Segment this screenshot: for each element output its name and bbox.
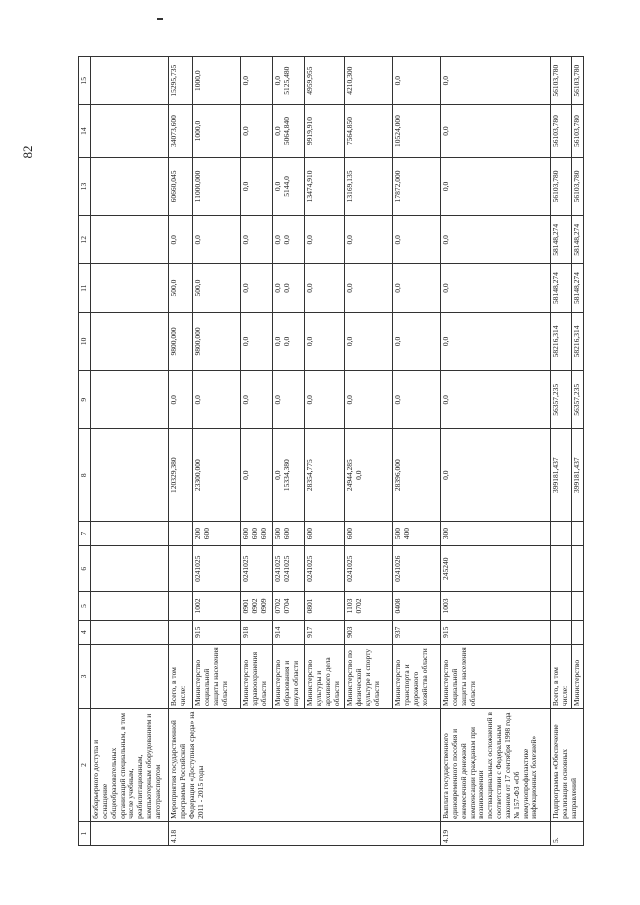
header-cell: 12 [79, 216, 91, 264]
code-cell: 914 [273, 620, 305, 644]
code-cell: 918 [241, 620, 273, 644]
m419-num: 4.19 [441, 821, 551, 845]
code-cell: 0801 [305, 592, 345, 620]
code-cell: 937 [393, 620, 441, 644]
scan-mark [157, 18, 163, 20]
code-cell: 903 [345, 620, 393, 644]
value-cell: 0,0 [169, 216, 193, 264]
header-cell: 14 [79, 105, 91, 157]
value-cell: 0,0 [241, 105, 273, 157]
value-cell: 0,0 [241, 57, 273, 105]
header-cell: 5 [79, 592, 91, 620]
header-cell: 13 [79, 157, 91, 215]
header-cell: 15 [79, 57, 91, 105]
value-cell: 58148,274 [551, 216, 572, 264]
value-cell: 13169,135 [345, 157, 393, 215]
value-cell: 0,0 [273, 371, 305, 429]
value-cell: 34073,600 [169, 105, 193, 157]
value-cell: 0,0 [441, 264, 551, 312]
header-cell: 4 [79, 620, 91, 644]
header-cell: 9 [79, 371, 91, 429]
value-cell: 1000,0 [193, 105, 241, 157]
value-cell: 0,0 [345, 264, 393, 312]
value-cell: 0,0 15334,380 [273, 429, 305, 522]
value-cell: 0,0 0,0 [273, 216, 305, 264]
value-cell: 0,0 [241, 312, 273, 370]
value-cell: 56103,780 [551, 57, 572, 105]
value-cell: 0,0 5064,840 [273, 105, 305, 157]
value-cell: 10524,000 [393, 105, 441, 157]
value-cell: 0,0 [241, 157, 273, 215]
value-cell: 0,0 [441, 429, 551, 522]
code-cell: 917 [305, 620, 345, 644]
value-cell: 58148,274 [551, 264, 572, 312]
value-cell: 0,0 [393, 57, 441, 105]
value-cell: 4210,300 [345, 57, 393, 105]
program-table [78, 56, 584, 846]
code-cell: 0241026 [393, 546, 441, 592]
exec-cell: Министерство социальной защиты населения области [193, 644, 241, 708]
code-cell: 0241025 [193, 546, 241, 592]
value-cell: 17872,000 [393, 157, 441, 215]
exec-cell: Министерство культуры и архивного дела области [305, 644, 345, 708]
m419-name: Выплата государственного единовременного пособия и ежемесячной денежной компенсации гражданам при возникновении поствакцинальных осложнений в соответствии с Федеральным законом от 17 сентября 1998 года № 157-ФЗ «Об иммунопрофилактике инфекционных болезней» [441, 709, 551, 822]
value-cell: 58148,274 [571, 264, 583, 312]
value-cell: 0,0 [193, 371, 241, 429]
sub5-total-row [551, 57, 572, 846]
value-cell: 58148,274 [571, 216, 583, 264]
code-cell: 1003 [441, 592, 551, 620]
value-cell: 0,0 [241, 216, 273, 264]
value-cell: 0,0 [441, 57, 551, 105]
value-cell: 58216,314 [571, 312, 583, 370]
value-cell: 60660,045 [169, 157, 193, 215]
value-cell: 0,0 [345, 312, 393, 370]
value-cell: 56103,780 [551, 105, 572, 157]
value-cell: 0,0 5144,0 [273, 157, 305, 215]
rotated-table-wrapper [78, 56, 584, 846]
continuation-row [91, 57, 169, 846]
sub5-name: Подпрограмма «Обеспечение реализации основных направлений [551, 709, 584, 822]
value-cell: 0,0 [393, 264, 441, 312]
value-cell: 9800,000 [169, 312, 193, 370]
cont-name-cell: безбарьерного доступа и оснащение общеобразовательных организаций специальным, в том числе учебным, реабилитационным, компьютерным оборудованием и автотранспортом [91, 709, 169, 822]
exec-cell: Министерство образования и науки области [273, 644, 305, 708]
code-cell: 0901 0902 0909 [241, 592, 273, 620]
value-cell: 28396,000 [393, 429, 441, 522]
value-cell: 9919,910 [305, 105, 345, 157]
value-cell: 399181,437 [551, 429, 572, 522]
value-cell: 24944,285 0,0 [345, 429, 393, 522]
code-cell: 0408 [393, 592, 441, 620]
exec-cell: Министерство [571, 644, 583, 708]
value-cell: 0,0 5125,480 [273, 57, 305, 105]
value-cell: 0,0 [441, 157, 551, 215]
code-cell: 245240 [441, 546, 551, 592]
code-cell: 300 [441, 522, 551, 546]
value-cell: 0,0 [345, 216, 393, 264]
code-cell: 0241025 [305, 546, 345, 592]
exec-cell: Министерство транспорта и дорожного хозяйства области [393, 644, 441, 708]
value-cell: 120329,380 [169, 429, 193, 522]
value-cell: 9800,000 [193, 312, 241, 370]
value-cell: 11000,000 [193, 157, 241, 215]
value-cell: 56357,235 [551, 371, 572, 429]
header-cell: 1 [79, 821, 91, 845]
value-cell: 0,0 0,0 [273, 264, 305, 312]
code-cell: 1103 0702 [345, 592, 393, 620]
value-cell: 0,0 [345, 371, 393, 429]
exec-cell: Министерство по физической культуре и спорту области [345, 644, 393, 708]
code-cell: 500 400 [393, 522, 441, 546]
code-cell: 0241025 [345, 546, 393, 592]
code-cell: 1002 [193, 592, 241, 620]
header-cell: 11 [79, 264, 91, 312]
code-cell: 0241025 [241, 546, 273, 592]
value-cell: 13474,910 [305, 157, 345, 215]
header-row [79, 57, 91, 846]
value-cell: 56103,780 [551, 157, 572, 215]
value-cell: 0,0 [241, 429, 273, 522]
page-number: 82 [20, 145, 35, 159]
header-cell: 7 [79, 522, 91, 546]
code-cell: 600 600 600 [241, 522, 273, 546]
value-cell: 500,0 [193, 264, 241, 312]
value-cell: 15295,735 [169, 57, 193, 105]
value-cell: 7564,850 [345, 105, 393, 157]
code-cell: 600 [305, 522, 345, 546]
value-cell: 1000,0 [193, 57, 241, 105]
value-cell: 0,0 [241, 371, 273, 429]
value-cell: 0,0 [393, 371, 441, 429]
m419-row [441, 57, 551, 846]
m418-num: 4.18 [169, 821, 441, 845]
value-cell: 0,0 0,0 [273, 312, 305, 370]
value-cell: 56103,780 [571, 57, 583, 105]
cont-num-cell [91, 821, 169, 845]
value-cell: 56357,235 [571, 371, 583, 429]
exec-cell: Всего, в том числе: [551, 644, 572, 708]
header-cell: 2 [79, 709, 91, 822]
m418-name: Мероприятия государственной программы Российской Федерации «Доступная среда» на 2011 - 2015 годы [169, 709, 441, 822]
value-cell: 0,0 [441, 105, 551, 157]
exec-cell: Министерство здравоохранения области [241, 644, 273, 708]
m418-total-row [169, 57, 193, 846]
value-cell: 0,0 [305, 371, 345, 429]
sub5-num: 5. [551, 821, 584, 845]
value-cell: 23300,000 [193, 429, 241, 522]
code-cell: 200 600 [193, 522, 241, 546]
code-cell: 0702 0704 [273, 592, 305, 620]
value-cell: 399181,437 [571, 429, 583, 522]
value-cell: 0,0 [305, 264, 345, 312]
header-cell: 6 [79, 546, 91, 592]
value-cell: 0,0 [441, 312, 551, 370]
code-cell: 0241025 0241025 [273, 546, 305, 592]
value-cell: 0,0 [193, 216, 241, 264]
value-cell: 0,0 [305, 216, 345, 264]
value-cell: 28354,775 [305, 429, 345, 522]
value-cell: 56103,780 [571, 105, 583, 157]
code-cell: 915 [441, 620, 551, 644]
header-cell: 8 [79, 429, 91, 522]
value-cell: 500,0 [169, 264, 193, 312]
code-cell: 500 600 [273, 522, 305, 546]
value-cell: 0,0 [169, 371, 193, 429]
value-cell: 0,0 [441, 371, 551, 429]
code-cell: 600 [345, 522, 393, 546]
code-cell: 915 [193, 620, 241, 644]
value-cell: 0,0 [241, 264, 273, 312]
value-cell: 0,0 [305, 312, 345, 370]
value-cell: 56103,780 [571, 157, 583, 215]
header-cell: 10 [79, 312, 91, 370]
header-cell: 3 [79, 644, 91, 708]
value-cell: 0,0 [393, 216, 441, 264]
value-cell: 4959,955 [305, 57, 345, 105]
value-cell: 0,0 [441, 216, 551, 264]
value-cell: 0,0 [393, 312, 441, 370]
exec-cell: Всего, в том числе: [169, 644, 193, 708]
value-cell: 58216,314 [551, 312, 572, 370]
exec-cell: Министерство социальной защиты населения области [441, 644, 551, 708]
